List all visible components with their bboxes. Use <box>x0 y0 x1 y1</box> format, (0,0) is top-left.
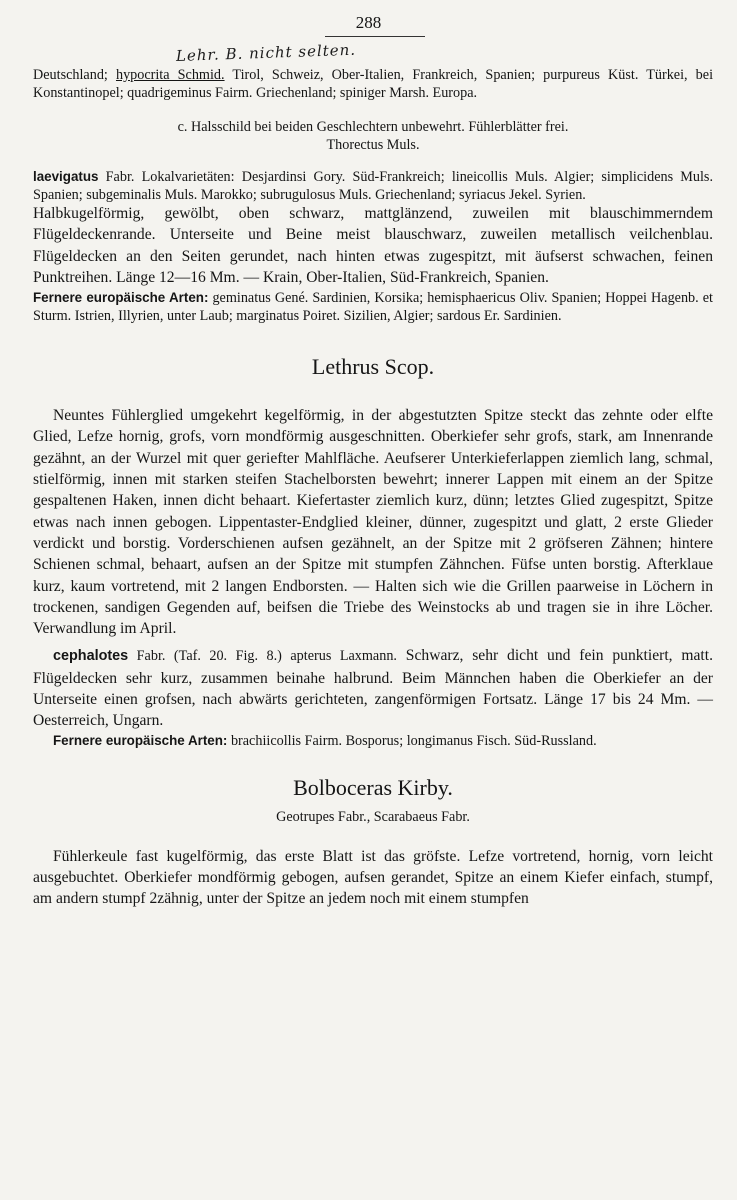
text-run: Fabr. Lokalvarietäten: Desjardinsi Gory. Süd-Frankreich; lineicollis Muls. Algier; simplicidens Muls. Spanien; subgeminalis Muls. Marokko; subrugulosus Muls. Griechenland; syriacus Jekel. Syrien. <box>33 169 713 203</box>
underlined-species: hypocrita Schmid. <box>115 67 225 83</box>
text-run: Deutschland; <box>33 67 116 83</box>
reference: Fabr. (Taf. 20. Fig. 8.) apterus Laxmann. <box>128 648 397 665</box>
page-content <box>33 66 713 910</box>
further-species-thorectus <box>33 289 713 325</box>
genus-lethrus-description: Neuntes Fühlerglied umgekehrt kegelförmig, in der abgestutzten Spitze steckt das zehnte oder elfte Glied, Lefze hornig, grofs, vorn mondförmig ausgeschnitten. Oberkiefer sehr grofs, stark, am Innenrande gezähnt, an der Wurzel mit quer geriefter Mahlfläche. Aeufserer Unterkieferlappen ziemlich lang, schmal, stielförmig, innen mit starken steifen Stachelborsten bewehrt; innerer Lappen mit einem an der Spitze gespaltenen Haken, innen dicht behaart. Kiefertaster ziemlich kurz, dünn; letztes Glied zugespitzt, Spitze etwas nach innen gebogen. Lippentaster-Endglied kleiner, dünner, zugespitzt und glatt, 2 erste Glieder verdickt und borstig. Vorderschienen aufsen gezähnelt, an der Spitze mit 2 gröfseren Zähnen; hintere Schienen schmal, behaart, aufsen an der Spitze mit stumpfen Zähnchen. Füfse unten borstig. Afterklaue kurz, kaum vortretend, mit 2 langen Endborsten. — Halten sich wie die Grillen paarweise in Löchern in trockenen, sandigen Gegenden auf, beifsen die Triebe des Weinstocks ab und tragen sie in ihre Löcher. Verwandlung im April. <box>33 407 713 638</box>
genus-bolboceras-description: Fühlerkeule fast kugelförmig, das erste Blatt ist das gröfste. Lefze vortretend, hornig, vorn leicht ausgebuchtet. Oberkiefer mondförmig gebogen, aufsen gerandet, Spitze an einem Kiefer einfach, stumpf, am andern stumpf 2zähnig, unter der Spitze an jedem noch mit einem stumpfen <box>33 847 713 908</box>
text-run: Schwarz, sehr dicht und fein punktiert, matt. Flügeldecken sehr kurz, zusammen beinahe halbrund. Beim Männchen haben die Oberkiefer an der Unterseite einen grofsen, nach abwärts gerichteten, zangenförmigen Fortsatz. Länge 17 bis 24 Mm. — Oesterreich, Ungarn. <box>33 647 713 730</box>
further-species-lethrus <box>33 732 713 750</box>
species-list-onthophagus <box>33 66 713 102</box>
text-run: brachiicollis Fairm. Bosporus; longimanus Fisch. Süd-Russland. <box>227 732 597 749</box>
species-laevigatus-varieties <box>33 168 713 204</box>
genus-title-lethrus: Lethrus Scop. <box>311 354 435 380</box>
genus-title-bolboceras: Bolboceras Kirby. <box>293 774 453 800</box>
text-run: Tirol, Schweiz, Ober-Italien, Frankreich, Spanien; purpureus Küst. Türkei, bei Konstantinopel; quadrigeminus Fairm. Griechenland; spiniger Marsh. Europa. <box>33 67 714 101</box>
species-name: laevigatus <box>33 169 99 184</box>
genus-synonyms: Geotrupes Fabr., Scarabaeus Fabr. <box>276 808 470 825</box>
handwritten-annotation: Lehr. B. nicht selten. <box>175 40 357 65</box>
species-name: cephalotes <box>53 648 129 665</box>
header-rule <box>325 36 425 37</box>
further-species-label: Fernere europäische Arten: <box>33 290 209 306</box>
text-run: geminatus Gené. Sardinien, Korsika; hemisphaericus Oliv. Spanien; Hoppei Hagenb. et Sturm. Istrien, Illyrien, unter Laub; marginatus Poiret. Sizilien, Algier; sardous Er. Sardinien. <box>33 290 713 325</box>
genus-thorectus: Thorectus Muls. <box>326 137 420 153</box>
further-species-label: Fernere europäische Arten: <box>53 732 228 748</box>
subgroup-heading-c: c. Halsschild bei beiden Geschlechtern unbewehrt. Fühlerblätter frei. <box>177 119 569 135</box>
page-number: 288 <box>355 13 382 32</box>
species-laevigatus-description: Halbkugelförmig, gewölbt, oben schwarz, mattglänzend, zuweilen mit blauschimmerndem Flügeldeckenrande. Unterseite und Beine meist blauschwarz, zuweilen metallisch veilchenblau. Flügeldecken an den Seiten gerundet, nach hinten etwas zugespitzt, mit äufserst schwachen, feinen Punktreihen. Länge 12—16 Mm. — Krain, Ober-Italien, Süd-Frankreich, Spanien. <box>33 205 713 286</box>
species-cephalotes <box>33 645 713 731</box>
